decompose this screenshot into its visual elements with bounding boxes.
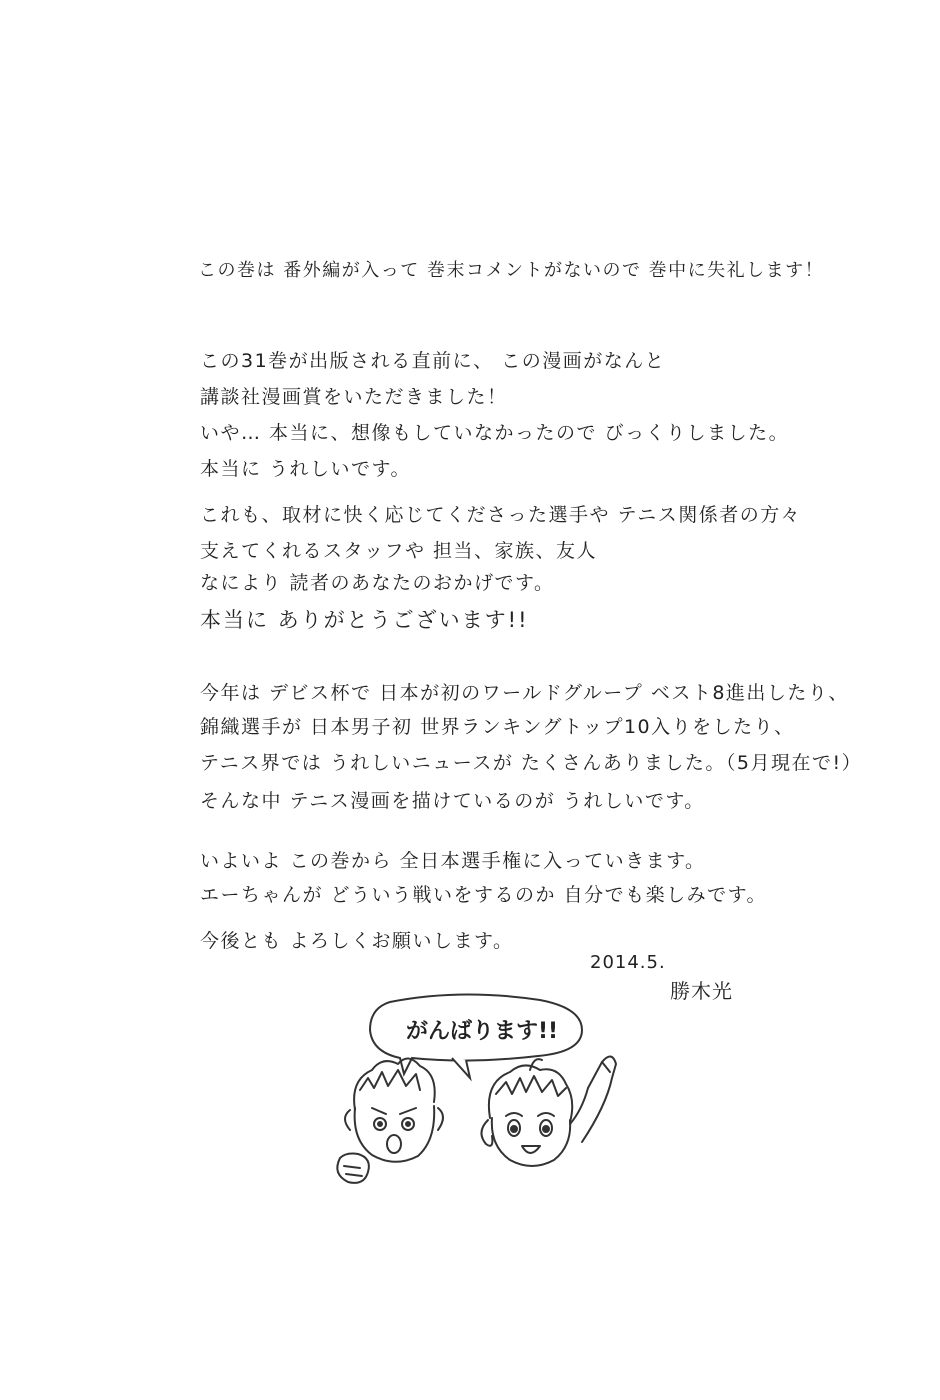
speech-text: がんばります!!	[406, 1019, 559, 1044]
para2-line-1: これも、取材に快く応じてくださった選手や テニス関係者の方々	[200, 504, 802, 526]
para1-line-1: この31巻が出版される直前に、 この漫画がなんと	[200, 350, 666, 372]
signature-author: 勝木光	[670, 979, 733, 1003]
left-character	[337, 1058, 443, 1182]
para2-line-3: なにより 読者のあなたのおかげです。	[200, 572, 555, 594]
para2-line-2: 支えてくれるスタッフや 担当、家族、友人	[200, 540, 598, 562]
speech-bubble	[370, 994, 582, 1078]
para1-line-4: 本当に うれしいです。	[200, 458, 412, 480]
para3-line-4: そんな中 テニス漫画を描けているのが うれしいです。	[200, 790, 705, 812]
para1-line-2: 講談社漫画賞をいただきました！	[200, 386, 508, 408]
signature-date: 2014.5.	[590, 952, 666, 973]
para4-line-2: エーちゃんが どういう戦いをするのか 自分でも楽しみです。	[200, 884, 768, 906]
para3-line-2: 錦織選手が 日本男子初 世界ランキングトップ10入りをしたり、	[200, 716, 795, 738]
characters-illustration	[320, 990, 640, 1200]
para4-line-1: いよいよ この巻から 全日本選手権に入っていきます。	[200, 850, 706, 872]
para3-line-1: 今年は デビス杯で 日本が初のワールドグループ ベスト8進出したり、	[200, 682, 849, 704]
right-character	[481, 1056, 616, 1166]
para1-line-3: いや… 本当に、想像もしていなかったので びっくりしました。	[200, 422, 790, 444]
intro-line: この巻は 番外編が入って 巻末コメントがないので 巻中に失礼します！	[198, 260, 825, 281]
para3-line-3: テニス界では うれしいニュースが たくさんありました。（5月現在で!）	[200, 752, 863, 774]
para2-line-4: 本当に ありがとうございます!!	[200, 608, 529, 632]
para4-line-3: 今後とも よろしくお願いします。	[200, 930, 514, 952]
